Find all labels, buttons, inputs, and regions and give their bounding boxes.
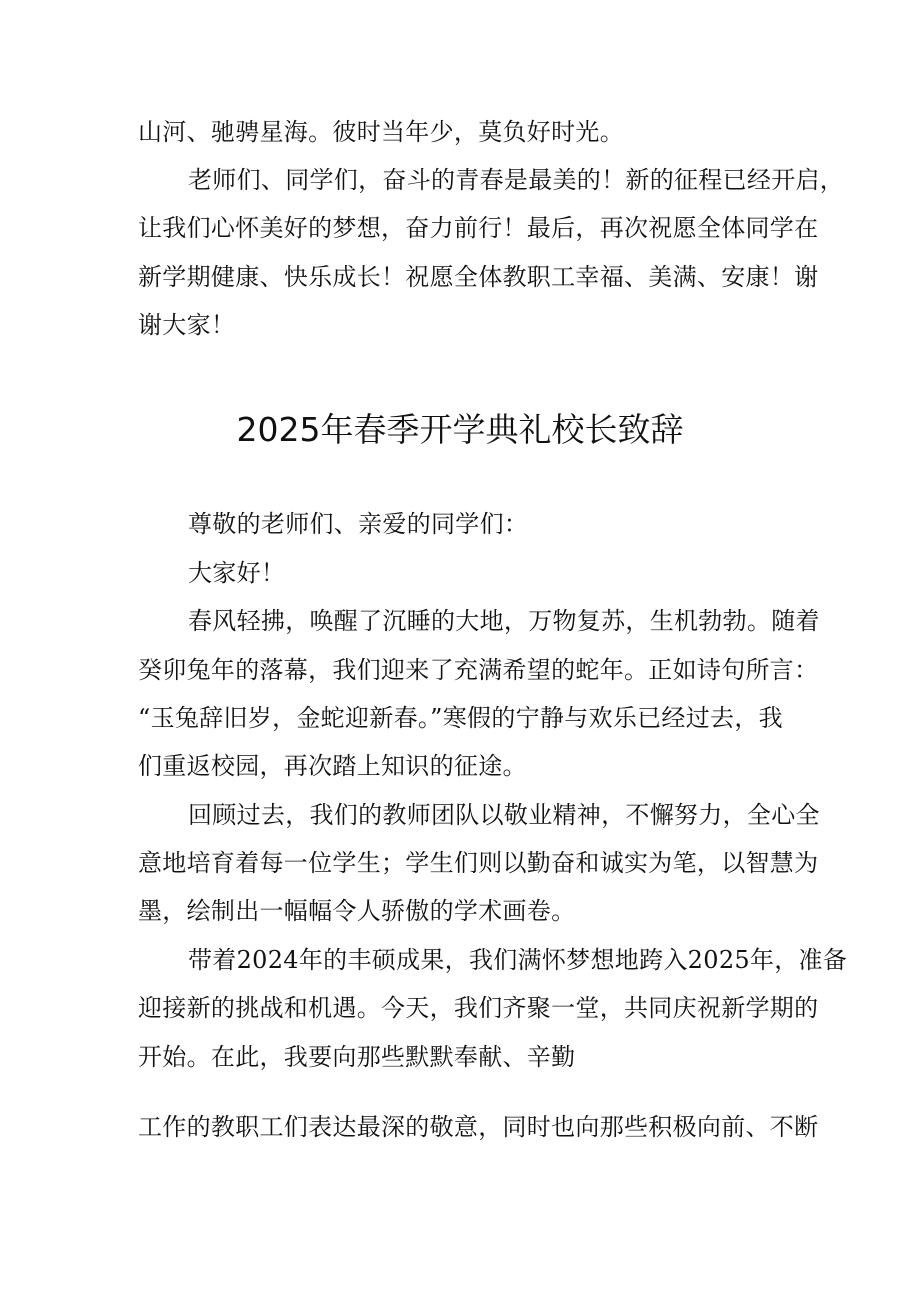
text-line: 回顾过去，我们的教师团队以敬业精神，不懈努力，全心全 xyxy=(188,801,820,829)
text-line: “玉兔辞旧岁，金蛇迎新春。”寒假的宁静与欢乐已经过去，我 xyxy=(138,704,783,732)
text-line: 开始。在此，我要向那些默默奉献、辛勤 xyxy=(138,1043,576,1071)
greeting: 大家好！ xyxy=(188,559,286,587)
text-line: 带着2024年的丰硕成果，我们满怀梦想地跨入2025年，准备 xyxy=(188,946,848,974)
text-line: 们重返校园，再次踏上知识的征途。 xyxy=(138,752,527,780)
text-line: 迎接新的挑战和机遇。今天，我们齐聚一堂，共同庆祝新学期的 xyxy=(138,994,819,1022)
text-line: 癸卯兔年的落幕，我们迎来了充满希望的蛇年。正如诗句所言： xyxy=(138,656,819,684)
text-line: 新学期健康、快乐成长！祝愿全体教职工幸福、美满、安康！谢 xyxy=(138,263,819,291)
salutation: 尊敬的老师们、亲爱的同学们： xyxy=(188,510,529,538)
text-line: 山河、驰骋星海。彼时当年少，莫负好时光。 xyxy=(138,118,624,146)
page-title: 2025年春季开学典礼校长致辞 xyxy=(236,410,684,449)
text-line: 意地培育着每一位学生；学生们则以勤奋和诚实为笔，以智慧为 xyxy=(138,849,819,877)
text-line: 老师们、同学们，奋斗的青春是最美的！新的征程已经开启， xyxy=(188,166,845,194)
text-line: 让我们心怀美好的梦想，奋力前行！最后，再次祝愿全体同学在 xyxy=(138,214,819,242)
text-line: 工作的教职工们表达最深的敬意，同时也向那些积极向前、不断 xyxy=(138,1113,819,1141)
text-line: 春风轻拂，唤醒了沉睡的大地，万物复苏，生机勃勃。随着 xyxy=(188,607,820,635)
text-line: 谢大家！ xyxy=(138,311,236,339)
text-line: 墨，绘制出一幅幅令人骄傲的学术画卷。 xyxy=(138,897,576,925)
